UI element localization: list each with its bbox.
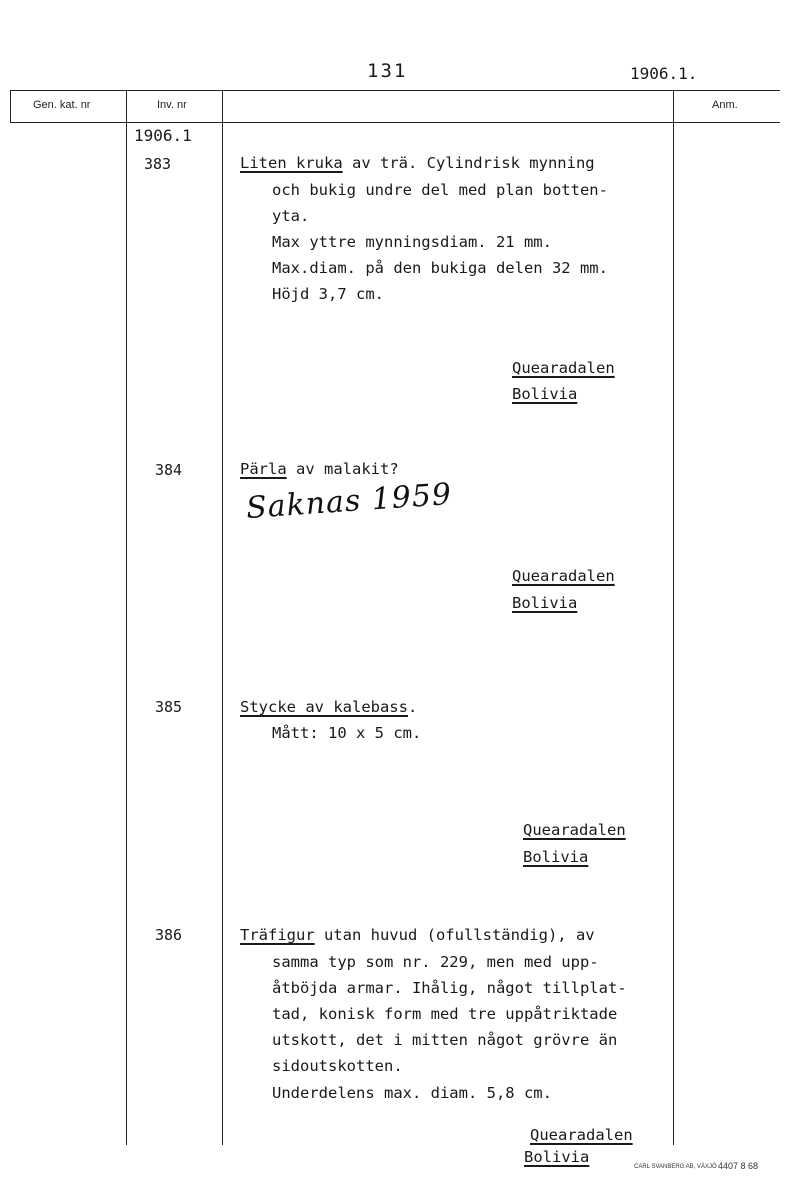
item-name: Pärla <box>240 460 287 478</box>
page-number: 131 <box>367 60 408 82</box>
column-divider-inv <box>222 90 223 1145</box>
section-reference: 1906.1 <box>134 126 192 145</box>
entry-title-line <box>240 456 399 482</box>
provenance-place: Quearadalen <box>512 567 615 585</box>
provenance-country: Bolivia <box>524 1148 590 1166</box>
column-divider-anm <box>673 90 674 1145</box>
entry-text-line: tad, konisk form med tre uppåtriktade <box>272 1005 618 1023</box>
provenance-place: Quearadalen <box>523 821 626 839</box>
entry-text-line: samma typ som nr. 229, men med upp- <box>272 953 599 971</box>
entry-text-line: Max yttre mynningsdiam. 21 mm. <box>272 233 552 251</box>
provenance-country: Bolivia <box>512 385 578 403</box>
entry-text-line: Underdelens max. diam. 5,8 cm. <box>272 1084 552 1102</box>
inv-number: 383 <box>144 155 172 173</box>
item-name-rest: av malakit? <box>286 460 399 478</box>
provenance-place: Quearadalen <box>530 1126 633 1144</box>
item-name: Träfigur <box>240 926 315 944</box>
provenance-country: Bolivia <box>512 594 578 612</box>
entry-text-line: utskott, det i mitten något grövre än <box>272 1031 618 1049</box>
column-divider-gen <box>126 90 127 1145</box>
entry-text-line: Mått: 10 x 5 cm. <box>272 724 422 742</box>
handwritten-note: Saknas 1959 <box>245 476 454 527</box>
catalog-reference: 1906.1. <box>630 64 698 83</box>
entry-title-line <box>240 150 595 176</box>
entry-text-line: och bukig undre del med plan botten- <box>272 181 608 199</box>
left-border <box>10 90 11 123</box>
entry-title-line <box>240 694 417 720</box>
column-header-inv-nr: Inv. nr <box>157 99 187 111</box>
entry-text-line: yta. <box>272 207 310 225</box>
item-name: Stycke av kalebass <box>240 698 408 716</box>
provenance-place: Quearadalen <box>512 359 615 377</box>
item-name-rest: utan huvud (ofullständig), av <box>314 926 595 944</box>
item-name: Liten kruka <box>240 154 343 172</box>
provenance-country: Bolivia <box>523 848 589 866</box>
printer-imprint: CARL SVANBERG AB, VÄXJÖ <box>634 1164 717 1170</box>
item-name-rest: . <box>407 698 418 716</box>
inv-number: 384 <box>155 461 183 479</box>
form-number: 4407 8 68 <box>718 1161 759 1171</box>
entry-text-line: Max.diam. på den bukiga delen 32 mm. <box>272 259 608 277</box>
entry-text-line: sidoutskotten. <box>272 1057 403 1075</box>
entry-title-line <box>240 922 595 948</box>
column-header-gen-kat-nr: Gen. kat. nr <box>33 99 91 111</box>
entry-text-line: åtböjda armar. Ihålig, något tillplat- <box>272 979 627 997</box>
entry-text-line: Höjd 3,7 cm. <box>272 285 384 303</box>
column-header-anm: Anm. <box>712 99 738 111</box>
inv-number: 385 <box>155 698 183 716</box>
item-name-rest: av trä. Cylindrisk mynning <box>342 154 595 172</box>
inv-number: 386 <box>155 926 183 944</box>
